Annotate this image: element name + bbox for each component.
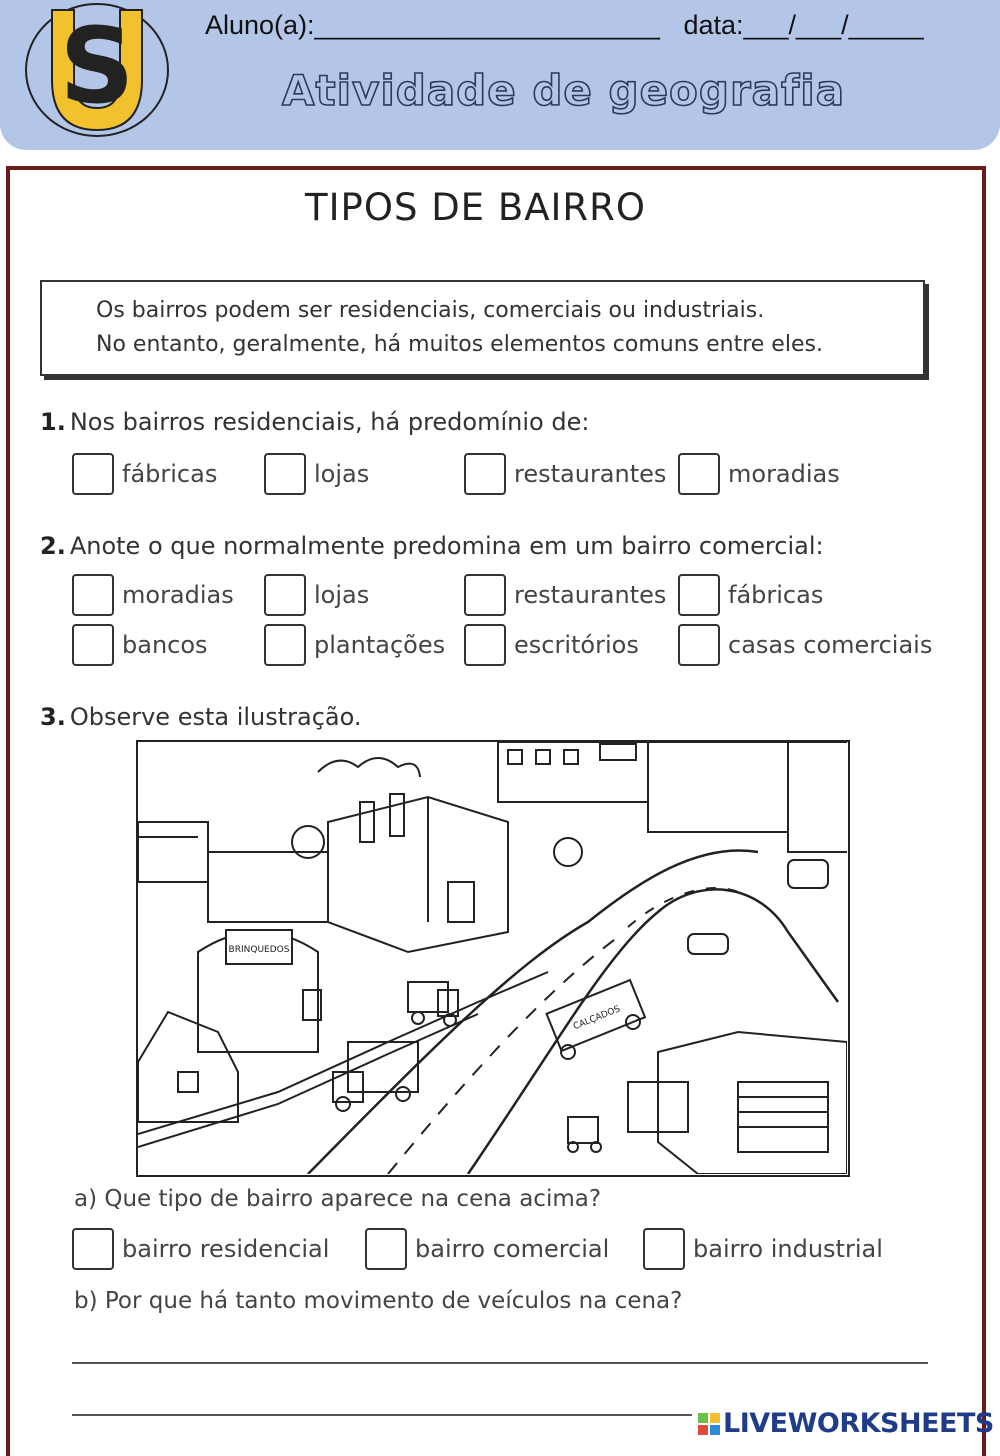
option-label: casas comerciais: [728, 631, 933, 659]
option-label: bairro comercial: [415, 1235, 610, 1263]
checkbox[interactable]: [264, 453, 306, 495]
q2-option-offices[interactable]: [464, 624, 639, 666]
illustration-drawing: [138, 742, 847, 1174]
student-name-and-date[interactable]: [205, 10, 924, 41]
q1-option-factories[interactable]: [72, 453, 217, 495]
school-logo: [24, 2, 170, 138]
intro-line-1: Os bairros podem ser residenciais, comerciais ou industriais.: [96, 298, 765, 323]
q2-option-factories[interactable]: [678, 574, 823, 616]
option-label: bairro residencial: [122, 1235, 330, 1263]
toy-store-sign: BRINQUEDOS: [228, 945, 290, 955]
checkbox[interactable]: [72, 624, 114, 666]
intro-line-2: No entanto, geralmente, há muitos elementos comuns entre eles.: [96, 332, 823, 357]
checkbox[interactable]: [72, 1228, 114, 1270]
checkbox[interactable]: [365, 1228, 407, 1270]
checkbox[interactable]: [678, 624, 720, 666]
q1-option-homes[interactable]: [678, 453, 840, 495]
q3a-option-commercial[interactable]: [365, 1228, 609, 1270]
option-label: restaurantes: [514, 581, 667, 609]
answer-line-2[interactable]: [72, 1414, 692, 1416]
checkbox[interactable]: [464, 624, 506, 666]
option-label: fábricas: [122, 460, 218, 488]
checkbox[interactable]: [72, 453, 114, 495]
question-2-number: 2.: [40, 532, 66, 560]
option-label: plantações: [314, 631, 446, 659]
question-3a-text: a) Que tipo de bairro aparece na cena acima?: [74, 1186, 602, 1212]
q1-option-restaurants[interactable]: [464, 453, 666, 495]
truck-sign: CALÇADOS: [572, 1004, 622, 1033]
q3a-option-industrial[interactable]: [643, 1228, 883, 1270]
question-3b-text: b) Por que há tanto movimento de veículos na cena?: [74, 1288, 683, 1314]
student-name-label: Aluno(a):_______________________: [205, 10, 660, 40]
checkbox[interactable]: [72, 574, 114, 616]
q2-option-commercial-houses[interactable]: [678, 624, 932, 666]
question-1-text: Nos bairros residenciais, há predomínio de:: [69, 408, 590, 436]
question-3-number: 3.: [40, 703, 66, 731]
checkbox[interactable]: [464, 574, 506, 616]
question-1-number: 1.: [40, 408, 66, 436]
option-label: moradias: [122, 581, 234, 609]
question-1: [40, 408, 589, 436]
option-label: fábricas: [728, 581, 824, 609]
option-label: lojas: [314, 581, 370, 609]
date-label: data:___/___/_____: [683, 10, 924, 40]
brand-text: LIVEWORKSHEETS: [723, 1408, 994, 1439]
liveworksheets-logo-icon: [698, 1413, 720, 1435]
question-3-text: Observe esta ilustração.: [69, 703, 362, 731]
q2-option-plantations[interactable]: [264, 624, 445, 666]
worksheet-title: TIPOS DE BAIRRO: [305, 186, 646, 229]
option-label: bairro industrial: [693, 1235, 883, 1263]
q2-option-shops[interactable]: [264, 574, 369, 616]
activity-title: Atividade de geografia: [282, 66, 846, 115]
q2-option-restaurants[interactable]: [464, 574, 666, 616]
q3a-option-residential[interactable]: [72, 1228, 329, 1270]
checkbox[interactable]: [678, 453, 720, 495]
question-2-text: Anote o que normalmente predomina em um bairro comercial:: [69, 532, 824, 560]
answer-line-1[interactable]: [72, 1362, 928, 1364]
option-label: bancos: [122, 631, 208, 659]
question-2: [40, 532, 824, 560]
option-label: lojas: [314, 460, 370, 488]
liveworksheets-brand: [698, 1408, 994, 1439]
intro-box: [40, 280, 925, 376]
option-label: moradias: [728, 460, 840, 488]
q2-option-homes[interactable]: [72, 574, 234, 616]
q1-option-shops[interactable]: [264, 453, 369, 495]
option-label: escritórios: [514, 631, 639, 659]
industrial-neighborhood-illustration: [136, 740, 850, 1177]
checkbox[interactable]: [678, 574, 720, 616]
checkbox[interactable]: [643, 1228, 685, 1270]
option-label: restaurantes: [514, 460, 667, 488]
q2-option-banks[interactable]: [72, 624, 208, 666]
question-3: [40, 703, 362, 731]
svg-text:S: S: [59, 5, 135, 127]
checkbox[interactable]: [264, 574, 306, 616]
checkbox[interactable]: [464, 453, 506, 495]
checkbox[interactable]: [264, 624, 306, 666]
